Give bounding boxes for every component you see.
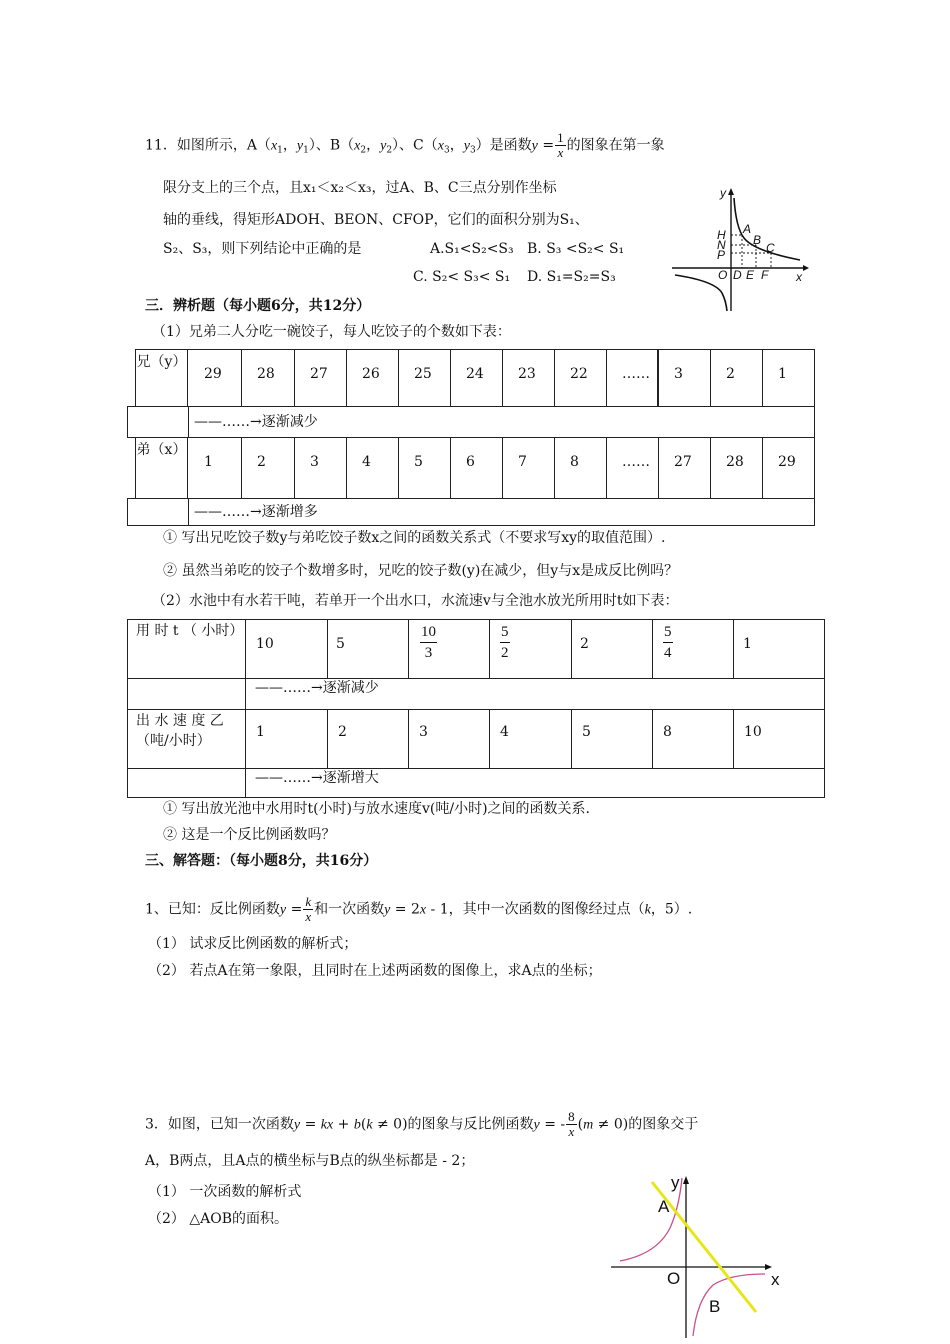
q11-label-o: O	[718, 268, 728, 282]
table1-row1-cell: 26	[362, 366, 380, 382]
sec4-q3-line2: A，B两点，且A点的横坐标与B点的纵坐标都是 - 2；	[145, 1153, 475, 1169]
q11-option-b: B. S₃ <S₂< S₁	[527, 241, 625, 257]
q11-y-arrow	[728, 188, 734, 195]
table1-divider	[762, 349, 763, 407]
sec4-q3-line: 3．如图，已知一次函数y = kx + b(k ≠ 0)的图象与反比例函数y = - $\frac{8}{x}$ (m ≠ 0)的图象交于	[145, 1109, 699, 1139]
table1-row2-cell: 3	[310, 454, 319, 470]
q3-label-o: O	[667, 1269, 681, 1288]
table1-row1-note: ——……→逐渐减少	[194, 414, 318, 430]
table1-row2-note-empty	[128, 499, 189, 525]
table2-r1c7: 1	[743, 636, 752, 652]
frac-8-over-x: $\frac{8}{x}$	[568, 1109, 575, 1139]
table2-row2-cell: 5	[582, 724, 591, 740]
q3-label-b: B	[709, 1297, 721, 1316]
table1-row1-cell: 27	[310, 366, 328, 382]
table2-row2-cell: 3	[419, 724, 428, 740]
table1-row2-cell: 28	[726, 454, 744, 470]
table1-divider	[762, 437, 763, 499]
table2-row1-note-box	[127, 678, 825, 710]
table1-row2	[135, 437, 815, 499]
frac-1-over-x: $\frac{1}{x}$	[557, 130, 564, 160]
table1-divider	[241, 437, 242, 499]
table2-r1c1: 10	[256, 636, 274, 652]
table1-divider	[710, 349, 711, 407]
table1-divider	[398, 349, 399, 407]
q11-label-x: x	[796, 270, 802, 284]
table1-row1-cell: 24	[466, 366, 484, 382]
table1-row2-cell: 2	[257, 454, 266, 470]
table1-divider	[450, 437, 451, 499]
table1-row1-cell: 23	[518, 366, 536, 382]
table2-divider	[733, 619, 734, 679]
q11-line1: 11．如图所示，$A(x_1$，$y_1$）、$B(x_2$，$y_2$）、$C(x_3$，$y_3$）是函数y = $\frac{1}{x}$ 的图象在第一象	[145, 130, 665, 160]
table1-row1-head: 兄（y）	[136, 350, 188, 406]
table1-row2-cell: 5	[414, 454, 423, 470]
table2-divider	[245, 619, 246, 679]
table2-divider	[733, 709, 734, 769]
table2-r1c4: $\frac{5}{2}$	[501, 624, 509, 661]
table2-divider	[245, 709, 246, 769]
table2-divider	[489, 709, 490, 769]
table2-r1c3: $\frac{10}{3}$	[421, 624, 436, 661]
table2-divider	[408, 709, 409, 769]
table1-divider	[294, 349, 295, 407]
section3-title: 三．辨析题（每小题6分，共12分）	[145, 298, 371, 314]
sec3-p1: （1）兄弟二人分吃一碗饺子，每人吃饺子的个数如下表：	[152, 324, 511, 340]
q11-label-b: B	[753, 233, 762, 247]
q11-line4: S₂、S₃，则下列结论中正确的是	[163, 241, 362, 257]
sec4-q1a: （1） 试求反比例函数的解析式；	[148, 936, 358, 952]
frac-k-over-x: $\frac{k}{x}$	[305, 894, 312, 924]
table2-row2-cell: 2	[338, 724, 347, 740]
table2-divider	[571, 619, 572, 679]
table2-row2-head: 出 水 速 度 乙（吨/小时）	[136, 713, 224, 749]
q3-y-arrow	[683, 1176, 689, 1184]
table2-divider	[652, 709, 653, 769]
sec4-q1b: （2） 若点A在第一象限，且同时在上述两函数的图像上，求A点的坐标；	[148, 963, 602, 979]
sec3-q1a: ① 写出兄吃饺子数y与弟吃饺子数x之间的函数关系式（不要求写xy的取值范围）.	[163, 530, 666, 546]
table1-divider	[710, 437, 711, 499]
sec3-q2b: ② 这是一个反比例函数吗？	[163, 827, 336, 843]
table1-row1-cell: 22	[570, 366, 588, 382]
table2-row1-head: 用 时 t （ 小时）	[136, 623, 244, 639]
q11-label-f: F	[761, 268, 769, 282]
table1-row2-note-row	[127, 498, 815, 526]
table1-row1-note-empty	[128, 407, 189, 437]
q11-x-arrow	[803, 265, 809, 271]
q11-option-d: D. S₁=S₂=S₃	[527, 269, 616, 285]
table2-row2-cell: 10	[744, 724, 762, 740]
q3-curve-q4	[693, 1274, 765, 1336]
table2-row1-note: ——……→逐渐减少	[255, 680, 379, 696]
table1-row1-cell: ……	[622, 366, 650, 382]
table1-divider	[241, 349, 242, 407]
table2-divider	[652, 619, 653, 679]
table1-row2-cell: 8	[570, 454, 579, 470]
sec3-q2a: ① 写出放光池中水用时t(小时)与放水速度v(吨/小时)之间的函数关系.	[163, 801, 590, 817]
table1-row1-cell: 25	[414, 366, 432, 382]
q11-label-y: y	[720, 186, 726, 200]
q11-figure	[670, 183, 810, 313]
table1-divider	[346, 349, 347, 407]
table1-row1-cell: 2	[726, 366, 735, 382]
table1-row1-cell: 1	[778, 366, 787, 382]
table1-divider	[346, 437, 347, 499]
sec3-q1b: ② 虽然当弟吃的饺子个数增多时，兄吃的饺子数(y)在减少，但y与x是成反比例吗？	[163, 563, 679, 579]
table1-divider	[658, 349, 659, 407]
table1-divider	[502, 437, 503, 499]
table1-row2-cell: 27	[674, 454, 692, 470]
sec4-q3b: （2） △AOB的面积。	[148, 1211, 288, 1227]
table1-divider	[398, 437, 399, 499]
q11-option-a: A.S₁<S₂<S₃	[430, 241, 514, 257]
table2-row2-cell: 8	[663, 724, 672, 740]
table2-row2-cell: 1	[256, 724, 265, 740]
table1-row2-cell: 4	[362, 454, 371, 470]
q11-option-c: C. S₂< S₃< S₁	[413, 269, 511, 285]
table1-divider	[606, 437, 607, 499]
table1-row2-cell: 7	[518, 454, 527, 470]
table1-divider	[554, 349, 555, 407]
table1-divider	[606, 349, 607, 407]
table2-r1c2: 5	[336, 636, 345, 652]
table2-note-divider	[245, 768, 246, 798]
table2-row2-note: ——……→逐渐增大	[255, 770, 379, 786]
q11-label-d: D	[733, 268, 742, 282]
table1-divider	[658, 437, 659, 499]
table1-row1-note-row	[127, 406, 815, 438]
table1-row2-cell: 29	[778, 454, 796, 470]
q11-label-p: P	[717, 248, 726, 262]
table2-row2-note-box	[127, 768, 825, 798]
table1-divider	[450, 349, 451, 407]
q3-label-y: y	[671, 1173, 680, 1192]
q11-label-h: H	[717, 228, 726, 242]
sec4-q1-line: 1、已知：反比例函数y = $\frac{k}{x}$ 和一次函数y = 2x - 1，其中一次函数的图像经过点（k，5）.	[145, 894, 693, 924]
table2-divider	[489, 619, 490, 679]
q3-label-a: A	[658, 1197, 670, 1216]
table2-row2-cell: 4	[500, 724, 509, 740]
q11-label-c: C	[766, 241, 775, 255]
table1-row1-cell: 29	[204, 366, 222, 382]
q11-label-a: A	[743, 222, 752, 236]
table1-divider	[502, 349, 503, 407]
table2-r1c5: 2	[580, 636, 589, 652]
table2-divider	[327, 619, 328, 679]
q3-label-x: x	[771, 1270, 780, 1289]
q11-label-n: N	[717, 238, 726, 252]
q11-line3: 轴的垂线，得矩形ADOH、BEON、CFOP，它们的面积分别为S₁、	[163, 212, 589, 228]
table2-divider	[408, 619, 409, 679]
sec3-p2: （2）水池中有水若干吨，若单开一个出水口，水流速v与全池水放光所用时t如下表：	[152, 593, 679, 609]
table1-row2-cell: ……	[622, 454, 650, 470]
table1-row1-cell: 28	[257, 366, 275, 382]
table2-note-divider	[245, 678, 246, 710]
table1-divider	[554, 437, 555, 499]
q11-line2: 限分支上的三个点，且x₁＜x₂＜x₃，过A、B、C三点分别作坐标	[163, 180, 557, 196]
table1-row2-head: 弟（x）	[136, 438, 188, 498]
table1-divider	[294, 437, 295, 499]
q11-label-e: E	[746, 268, 755, 282]
sec4-q3a: （1） 一次函数的解析式	[148, 1184, 302, 1200]
section4-title: 三、解答题：（每小题8分，共16分）	[145, 853, 378, 869]
table1-row1-cell: 3	[674, 366, 683, 382]
table2-divider	[327, 709, 328, 769]
table2-divider	[571, 709, 572, 769]
table1-row2-cell: 6	[466, 454, 475, 470]
table1-row2-cell: 1	[204, 454, 213, 470]
table2-r1c6: $\frac{5}{4}$	[664, 624, 672, 661]
q3-figure	[605, 1170, 795, 1340]
table1-row2-note: ——……→逐渐增多	[194, 504, 318, 520]
